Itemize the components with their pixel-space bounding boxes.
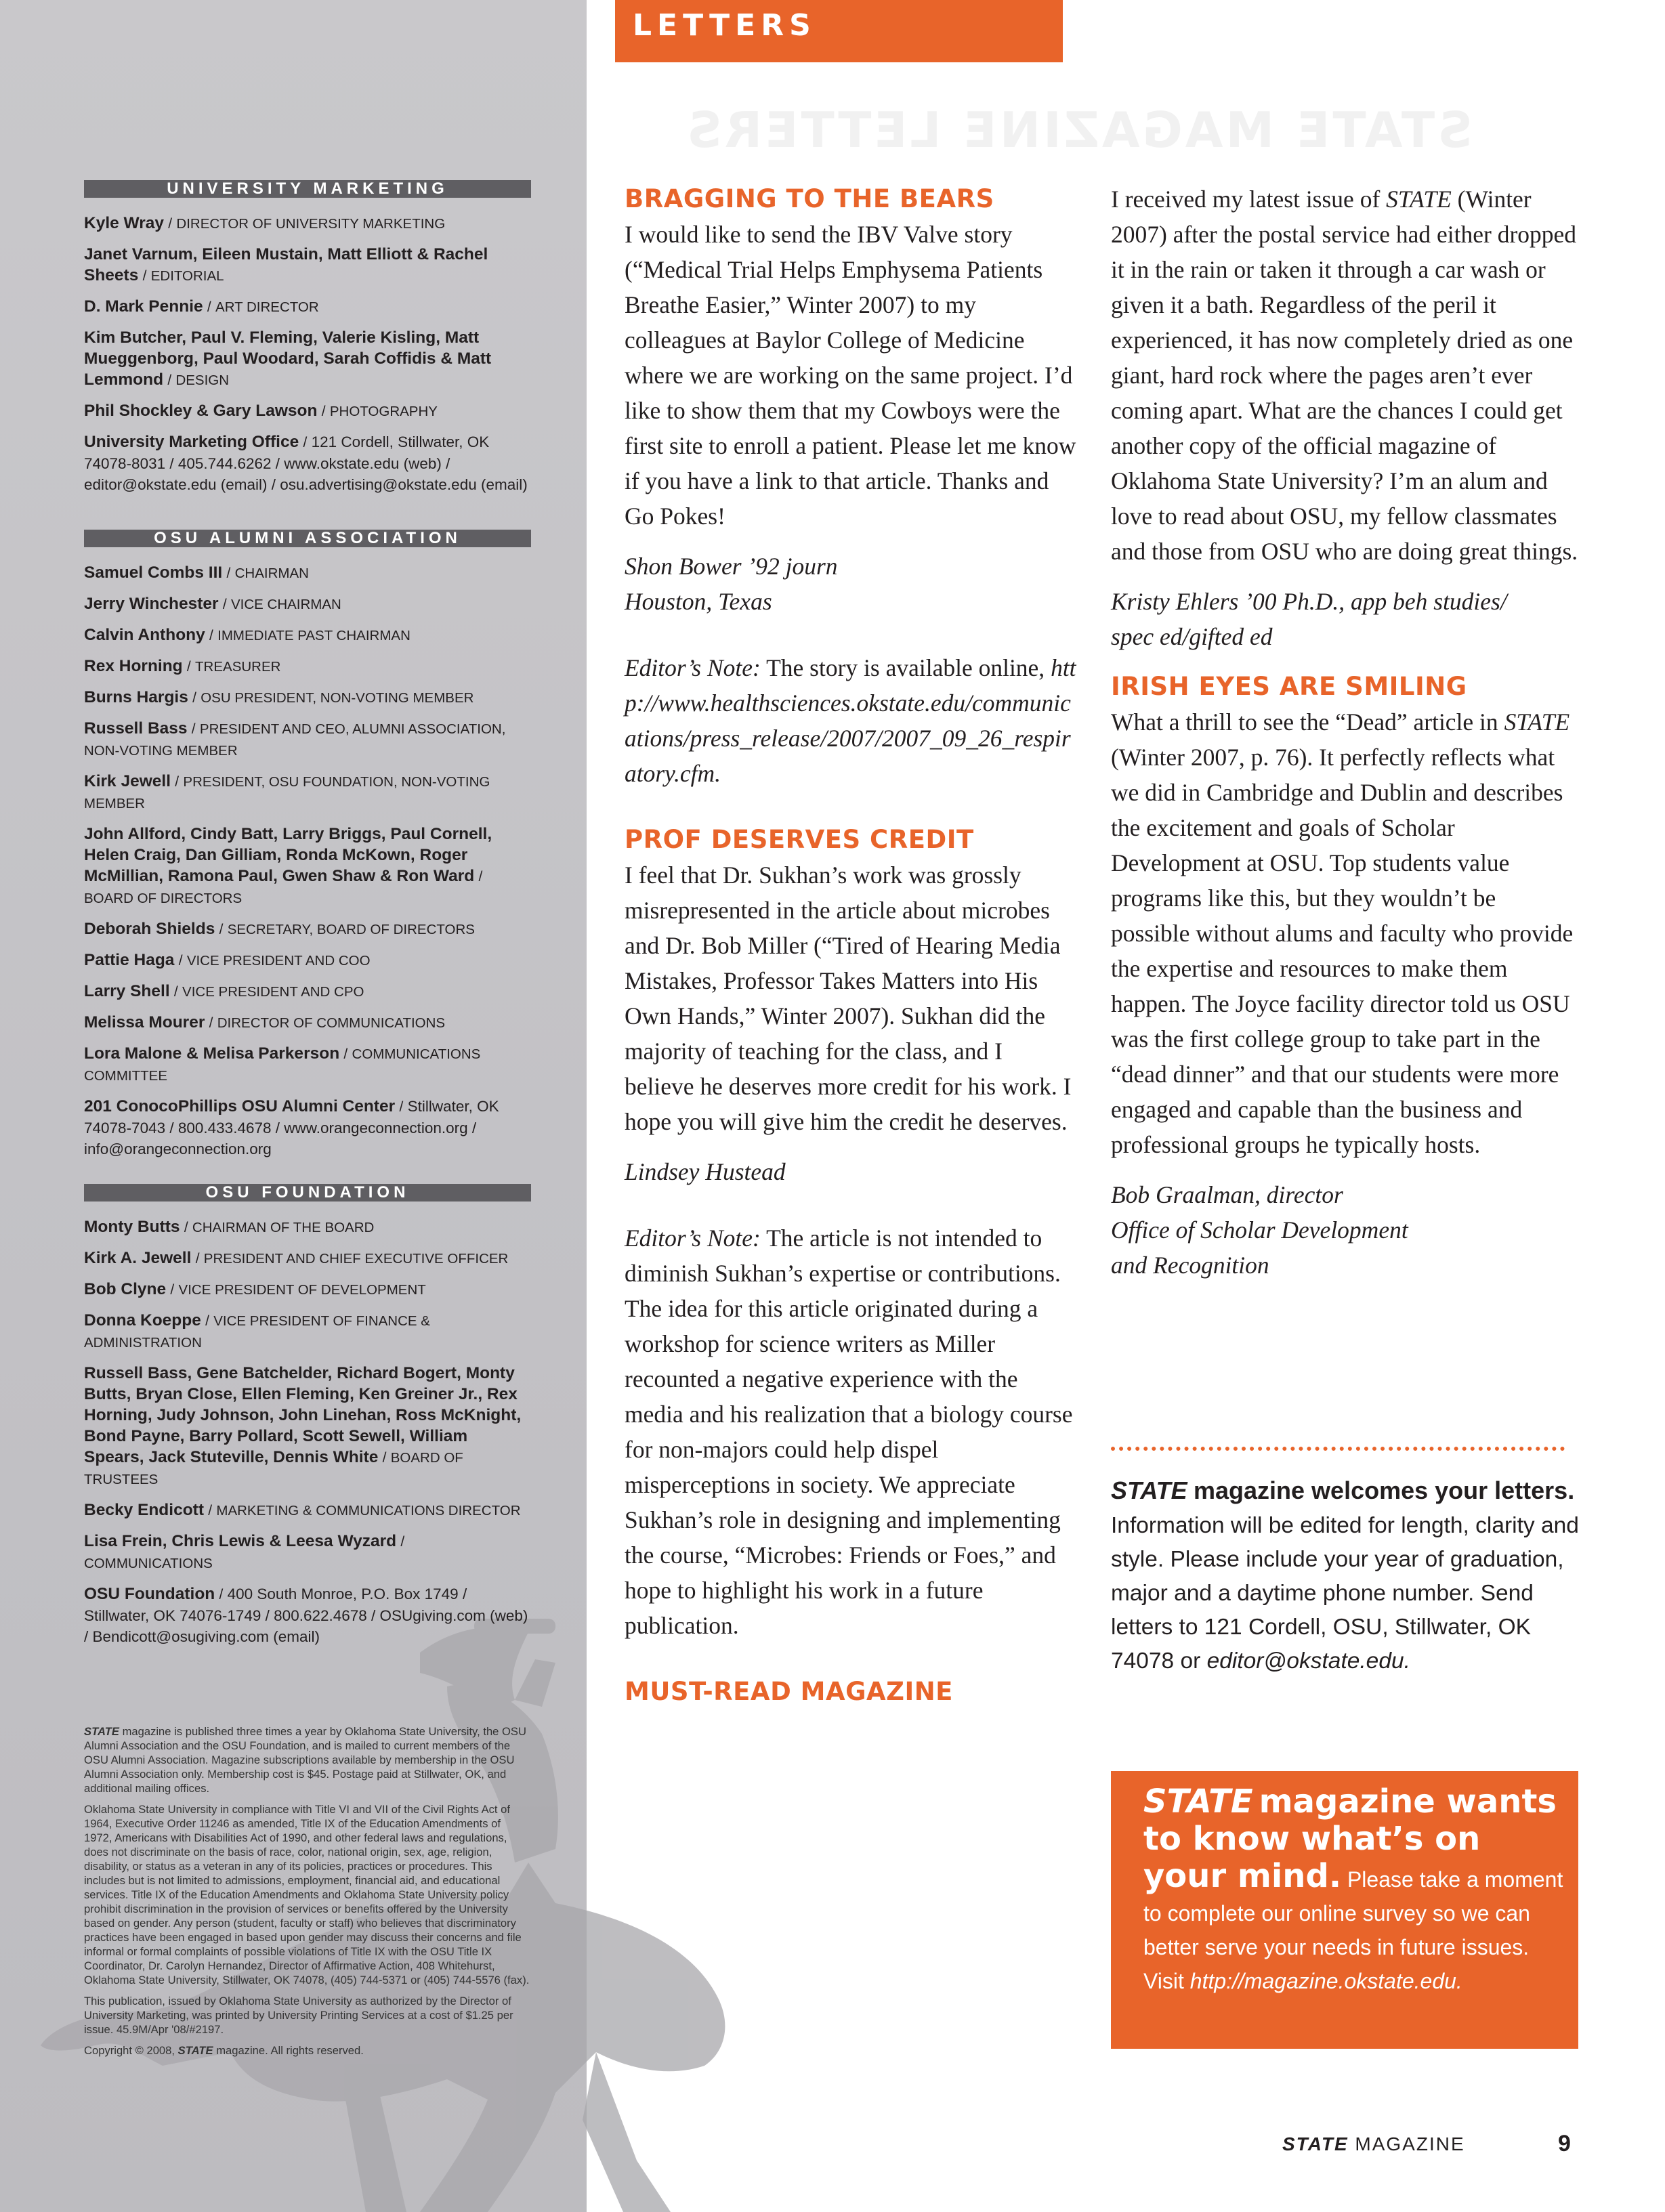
staff-role: BOARD OF TRUSTEES [84,1450,463,1487]
letter-signature: Bob Graalman, director [1111,1181,1343,1208]
staff-role: PHOTOGRAPHY [329,404,438,419]
editor-note [625,650,1077,791]
staff-role: VICE CHAIRMAN [230,597,341,612]
letter-signature: Kristy Ehlers ’00 Ph.D., app beh studies/ [1111,588,1507,615]
letter-body [1111,182,1578,569]
staff-entry: Lisa Frein, Chris Lewis & Leesa Wyzard / COMMUNICATIONS [84,1532,405,1571]
editor-note-text: The article is not intended to diminish Sukhan’s expertise or contributions. The idea for this article originated during a workshop for science writers as Miller recounted a negative experience with the media and his realization that a biology course for non-majors could help dispel misperceptions in society. We appreciate Sukhan’s role in designing and implementing the course, “Microbes: Friends or Foes,” and hope to highlight his work in a future publication. [625,1225,1073,1639]
staff-entry: Bob Clyne / VICE PRESIDENT OF DEVELOPMENT [84,1280,426,1298]
survey-text: Please take a moment to complete our online survey so we can better serve your needs in future issues. Visit [1143,1867,1563,1993]
staff-name: Larry Shell [84,982,170,1000]
staff-name: Kyle Wray [84,214,165,232]
staff-entry: Melissa Mourer / DIRECTOR OF COMMUNICATIONS [84,1013,446,1031]
survey-content [1143,1785,1563,1998]
letter-heading: BRAGGING TO THE BEARS [625,184,994,213]
staff-name: D. Mark Pennie [84,297,203,316]
magazine-name: STATE [1143,1783,1253,1821]
staff-role: PRESIDENT AND CEO, ALUMNI ASSOCIATION, NON-VOTING MEMBER [84,721,506,759]
staff-role: VICE PRESIDENT OF FINANCE & ADMINISTRATION [84,1313,430,1350]
staff-role: ART DIRECTOR [215,299,319,315]
staff-role: TREASURER [195,659,281,675]
staff-role: VICE PRESIDENT AND COO [186,953,371,969]
staff-role: PRESIDENT AND CHIEF EXECUTIVE OFFICER [203,1251,509,1267]
editor-email-link[interactable]: editor@okstate.edu. [1206,1649,1410,1674]
letter-signature-office: and Recognition [1111,1252,1269,1279]
letter-signature: Lindsey Hustead [625,1158,786,1185]
letter-signature-office: Office of Scholar Development [1111,1216,1408,1243]
editor-note [625,1220,1077,1643]
university-marketing-header: UNIVERSITY MARKETING [84,180,531,198]
nondiscrimination-statement: Oklahoma State University in compliance with Title VI and VII of the Civil Rights Act of 1964, Executive Order 11246 as amended, Title IX of the Education Amendments of 1972, Americans with Disabilities Act of 1990, and other federal laws and regulations, does not discriminate on the basis of race, color, national origin, sex, age, religion, disability, or status as a veteran in any of its policies, practices or procedures. This includes but is not limited to admissions, employment, financial aid, and educational services. Title IX of the Education Amendments and Oklahoma State University policy prohibit discrimination in the provision of services or benefits offered by the University based on gender. Any person (student, faculty or staff) who believes that discriminatory practices have been engaged in based upon gender may discuss their concerns and file informal or formal complaints of possible violations of Title IX with the OSU Title IX Coordinator, Dr. Carolyn Hernandez, Director of Affirmative Action, 408 Whitehurst, Oklahoma State University, Stillwater, OK 74078, (405) 744-5371 or (405) 744-5576 (fax). [84,1803,530,1986]
staff-name: Bob Clyne [84,1280,167,1298]
magazine-name: STATE [1111,1476,1187,1504]
letters-column-middle [625,182,1077,1709]
foundation-staff [84,1216,531,1657]
staff-entry: Lora Malone & Melisa Parkerson / COMMUNICATIONS COMMITTEE [84,1044,481,1084]
survey-link[interactable]: http://magazine.okstate.edu. [1189,1969,1462,1993]
staff-name: Lora Malone & Melisa Parkerson [84,1044,340,1063]
magazine-name: STATE [84,1725,119,1738]
staff-entry: Janet Varnum, Eileen Mustain, Matt Elliott & Rachel Sheets / EDITORIAL [84,245,488,284]
publication-statement [84,1724,531,1795]
staff-entry: John Allford, Cindy Batt, Larry Briggs, Paul Cornell, Helen Craig, Dan Gilliam, Ronda McKown, Roger McMillian, Ramona Paul, Gwen Shaw & Ron Ward / BOARD OF DIRECTORS [84,825,492,906]
staff-entry: Kyle Wray / DIRECTOR OF UNIVERSITY MARKETING [84,214,446,232]
staff-role: DIRECTOR OF UNIVERSITY MARKETING [176,216,446,232]
alumni-association-header: OSU ALUMNI ASSOCIATION [84,530,531,547]
office-details: 400 South Monroe, P.O. Box 1749 / Stillwater, OK 74076-1749 / 800.622.4678 / OSUgiving.com (web) / Bendicott@osugiving.com (email) [84,1586,528,1645]
show-through-text: STATE MAGAZINE LETTERS [684,102,1473,158]
staff-role: CHAIRMAN OF THE BOARD [192,1220,375,1235]
page-number: 9 [1558,2131,1571,2156]
staff-entry: Samuel Combs III / CHAIRMAN [84,563,309,582]
staff-role: BOARD OF DIRECTORS [84,891,243,906]
staff-name: Burns Hargis [84,688,188,706]
letter-body [1111,704,1578,1162]
copyright-post: magazine. All rights reserved. [216,2044,364,2057]
office-contact: University Marketing Office / 121 Cordell, Stillwater, OK 74078-8031 / 405.744.6262 / www.okstate.edu (web) / editor@okstate.edu (email) / osu.advertising@okstate.edu (email) [84,433,528,493]
staff-entry: Kim Butcher, Paul V. Fleming, Valerie Kisling, Matt Mueggenborg, Paul Woodard, Sarah Coffidis & Matt Lemmond / DESIGN [84,328,492,389]
staff-role: CHAIRMAN [234,566,309,581]
staff-role: PRESIDENT, OSU FOUNDATION, NON-VOTING MEMBER [84,774,490,811]
staff-name: Kirk Jewell [84,772,171,790]
staff-name: Russell Bass [84,719,188,738]
staff-entry: Kirk Jewell / PRESIDENT, OSU FOUNDATION, NON-VOTING MEMBER [84,772,490,811]
staff-name: Melissa Mourer [84,1013,205,1031]
staff-name: Samuel Combs III [84,563,223,582]
office-details: 121 Cordell, Stillwater, OK 74078-8031 / 405.744.6262 / www.okstate.edu (web) / editor@okstate.edu (email) / osu.advertising@okstate.edu (email) [84,433,528,493]
footer-magazine-name [1282,2133,1465,2155]
editor-note-label: Editor’s Note: [625,654,761,681]
staff-name: Russell Bass, Gene Batchelder, Richard Bogert, Monty Butts, Bryan Close, Ellen Fleming, Ken Greiner Jr., Rex Horning, Judy Johnson, John Linehan, Ross McKnight, Bond Payne, Barry Pollard, Scott Sewell, William Spears, Jack Stuteville, Dennis White [84,1364,522,1466]
office-name: OSU Foundation [84,1585,215,1603]
staff-role: VICE PRESIDENT OF DEVELOPMENT [178,1282,426,1298]
welcome-headline: magazine welcomes your letters. [1193,1476,1575,1504]
letters-welcome [1111,1474,1585,1678]
staff-role: MARKETING & COMMUNICATIONS DIRECTOR [216,1503,521,1518]
letter-heading: IRISH EYES ARE SMILING [1111,672,1467,701]
letter-signature: Shon Bower ’92 journ [625,553,838,580]
publication-text: magazine is published three times a year by Oklahoma State University, the OSU Alumni Association and the OSU Foundation, and is mailed to current members of the OSU Alumni Association. Magazine subscriptions available by membership in the OSU Alumni Association only. Membership cost is $45. Postage paid at Stillwater, OK, and additional mailing offices. [84,1725,526,1795]
letter-signature-location: Houston, Texas [625,588,772,615]
staff-entry: Kirk A. Jewell / PRESIDENT AND CHIEF EXECUTIVE OFFICER [84,1249,509,1267]
editor-note-label: Editor’s Note: [625,1225,761,1252]
letter-body: I would like to send the IBV Valve story (“Medical Trial Helps Emphysema Patients Breathe Easier,” Winter 2007) to my colleagues at Baylor College of Medicine where we are working on the same project. I’d like to show them that my Cowboys were the first site to enroll a patient. Please let me know if you have a link to that article. Thanks and Go Pokes! [625,221,1076,530]
staff-name: Lisa Frein, Chris Lewis & Leesa Wyzard [84,1532,397,1550]
letter-heading: PROF DESERVES CREDIT [625,825,974,854]
staff-name: Donna Koeppe [84,1311,201,1330]
letter-text: (Winter 2007) after the postal service had either dropped it in the rain or taken it through a car wash or given it a bath. Regardless of the peril it experienced, it has now completely dried as one giant, hard rock where the pages aren’t ever coming apart. What are the chances I could get another copy of the official magazine of Oklahoma State University? I’m an alum and love to read about OSU, my fellow classmates and those from OSU who are doing great things. [1111,186,1578,565]
letter-text: (Winter 2007, p. 76). It perfectly reflects what we did in Cambridge and Dublin and describes the excitement and goals of Scholar Development at OSU. Top students value programs like this, but they wouldn’t be possible without alums and faculty who provide the expertise and resources to make them happen. The Joyce facility director told us OSU was the first college group to take part in the “dead dinner” and that our students were more engaged and capable than the business and professional groups he typically hosts. [1111,744,1574,1158]
staff-entry: Monty Butts / CHAIRMAN OF THE BOARD [84,1218,375,1236]
office-contact: OSU Foundation / 400 South Monroe, P.O. Box 1749 / Stillwater, OK 74076-1749 / 800.622.4678 / OSUgiving.com (web) / Bendicott@osugiving.com (email) [84,1585,528,1645]
letter-text: I received my latest issue of [1111,186,1381,213]
welcome-text: Information will be edited for length, clarity and style. Please include your year of graduation, major and a daytime phone number. Send letters to 121 Cordell, OSU, Stillwater, OK 74078 or [1111,1513,1579,1674]
letter-heading: MUST-READ MAGAZINE [625,1677,953,1706]
staff-entry: Russell Bass, Gene Batchelder, Richard Bogert, Monty Butts, Bryan Close, Ellen Fleming, Ken Greiner Jr., Rex Horning, Judy Johnson, John Linehan, Ross McKnight, Bond Payne, Barry Pollard, Scott Sewell, William Spears, Jack Stuteville, Dennis White / BOARD OF TRUSTEES [84,1364,522,1487]
staff-name: Rex Horning [84,657,183,675]
staff-entry: Donna Koeppe / VICE PRESIDENT OF FINANCE & ADMINISTRATION [84,1311,430,1350]
section-title: LETTERS [633,8,816,43]
staff-name: Deborah Shields [84,920,215,938]
staff-name: Monty Butts [84,1218,180,1236]
staff-name: Kim Butcher, Paul V. Fleming, Valerie Kisling, Matt Mueggenborg, Paul Woodard, Sarah Coffidis & Matt Lemmond [84,328,492,389]
survey-headline: magazine wants to know what’s on your mind. [1143,1783,1557,1895]
letter-text: What a thrill to see the “Dead” article in [1111,708,1498,736]
staff-entry: Russell Bass / PRESIDENT AND CEO, ALUMNI ASSOCIATION, NON-VOTING MEMBER [84,719,506,759]
staff-entry: Deborah Shields / SECRETARY, BOARD OF DIRECTORS [84,920,475,938]
staff-entry: Rex Horning / TREASURER [84,657,281,675]
footer-label: MAGAZINE [1355,2133,1465,2154]
staff-entry: Jerry Winchester / VICE CHAIRMAN [84,595,341,613]
letter-signature-detail: spec ed/gifted ed [1111,623,1273,650]
staff-role: SECRETARY, BOARD OF DIRECTORS [227,922,475,937]
office-name: 201 ConocoPhillips OSU Alumni Center [84,1097,396,1115]
magazine-name: STATE [1282,2133,1349,2154]
copyright [84,2043,531,2058]
magazine-name: STATE [1504,708,1570,736]
staff-role: DESIGN [175,373,230,388]
staff-name: Kirk A. Jewell [84,1249,192,1267]
staff-name: Jerry Winchester [84,595,219,613]
staff-name: Calvin Anthony [84,626,205,644]
staff-role: EDITORIAL [150,268,224,284]
staff-entry: D. Mark Pennie / ART DIRECTOR [84,297,319,316]
staff-entry: Calvin Anthony / IMMEDIATE PAST CHAIRMAN [84,626,410,644]
office-details: Stillwater, OK 74078-7043 / 800.433.4678 / www.orangeconnection.org / info@orangeconnection.org [84,1098,499,1157]
staff-role: OSU PRESIDENT, NON-VOTING MEMBER [201,690,474,706]
magazine-name: STATE [177,2044,213,2057]
staff-role: COMMUNICATIONS COMMITTEE [84,1046,481,1084]
printing-statement: This publication, issued by Oklahoma State University as authorized by the Director of University Marketing, was printed by University Printing Services at a cost of $1.25 per issue. 45.9M/Apr '08/#2197. [84,1995,513,2036]
staff-role: VICE PRESIDENT AND CPO [182,984,364,1000]
staff-role: DIRECTOR OF COMMUNICATIONS [217,1015,446,1031]
staff-entry: Phil Shockley & Gary Lawson / PHOTOGRAPHY [84,402,438,420]
copyright-pre: Copyright © 2008, [84,2044,175,2057]
staff-entry: Burns Hargis / OSU PRESIDENT, NON-VOTING MEMBER [84,688,474,706]
staff-entry: Becky Endicott / MARKETING & COMMUNICATIONS DIRECTOR [84,1501,521,1519]
university-marketing-staff [84,213,531,505]
editor-note-text: The story is available online, [766,654,1045,681]
fine-print [84,1724,531,2064]
staff-name: Phil Shockley & Gary Lawson [84,402,318,420]
staff-name: Becky Endicott [84,1501,204,1519]
staff-name: John Allford, Cindy Batt, Larry Briggs, Paul Cornell, Helen Craig, Dan Gilliam, Ronda McKown, Roger McMillian, Ramona Paul, Gwen Shaw & Ron Ward [84,825,492,885]
staff-name: Janet Varnum, Eileen Mustain, Matt Elliott & Rachel Sheets [84,245,488,284]
dotted-divider [1111,1447,1565,1451]
staff-entry: Larry Shell / VICE PRESIDENT AND CPO [84,982,364,1000]
staff-entry: Pattie Haga / VICE PRESIDENT AND COO [84,951,371,969]
office-contact: 201 ConocoPhillips OSU Alumni Center / Stillwater, OK 74078-7043 / 800.433.4678 / www.orangeconnection.org / info@orangeconnection.org [84,1097,499,1157]
magazine-name: STATE [1386,186,1452,213]
staff-role: IMMEDIATE PAST CHAIRMAN [217,628,410,643]
staff-role: COMMUNICATIONS [84,1556,213,1571]
letter-body: I feel that Dr. Sukhan’s work was grossly misrepresented in the article about microbes and Dr. Bob Miller (“Tired of Hearing Media Mistakes, Professor Takes Matters into His Own Hands,” Winter 2007). Sukhan did the majority of teaching for the class, and I believe he deserves more credit for his work. I hope you will give him the credit he deserves. [625,862,1072,1135]
office-name: University Marketing Office [84,433,299,451]
staff-name: Pattie Haga [84,951,175,969]
alumni-association-staff [84,562,531,1169]
letters-column-right [1111,182,1578,1283]
story-link[interactable]: http://www.healthsciences.okstate.edu/communications/press_release/2007/2007_09_26_respiratory.cfm. [625,654,1076,787]
foundation-header: OSU FOUNDATION [84,1184,531,1201]
